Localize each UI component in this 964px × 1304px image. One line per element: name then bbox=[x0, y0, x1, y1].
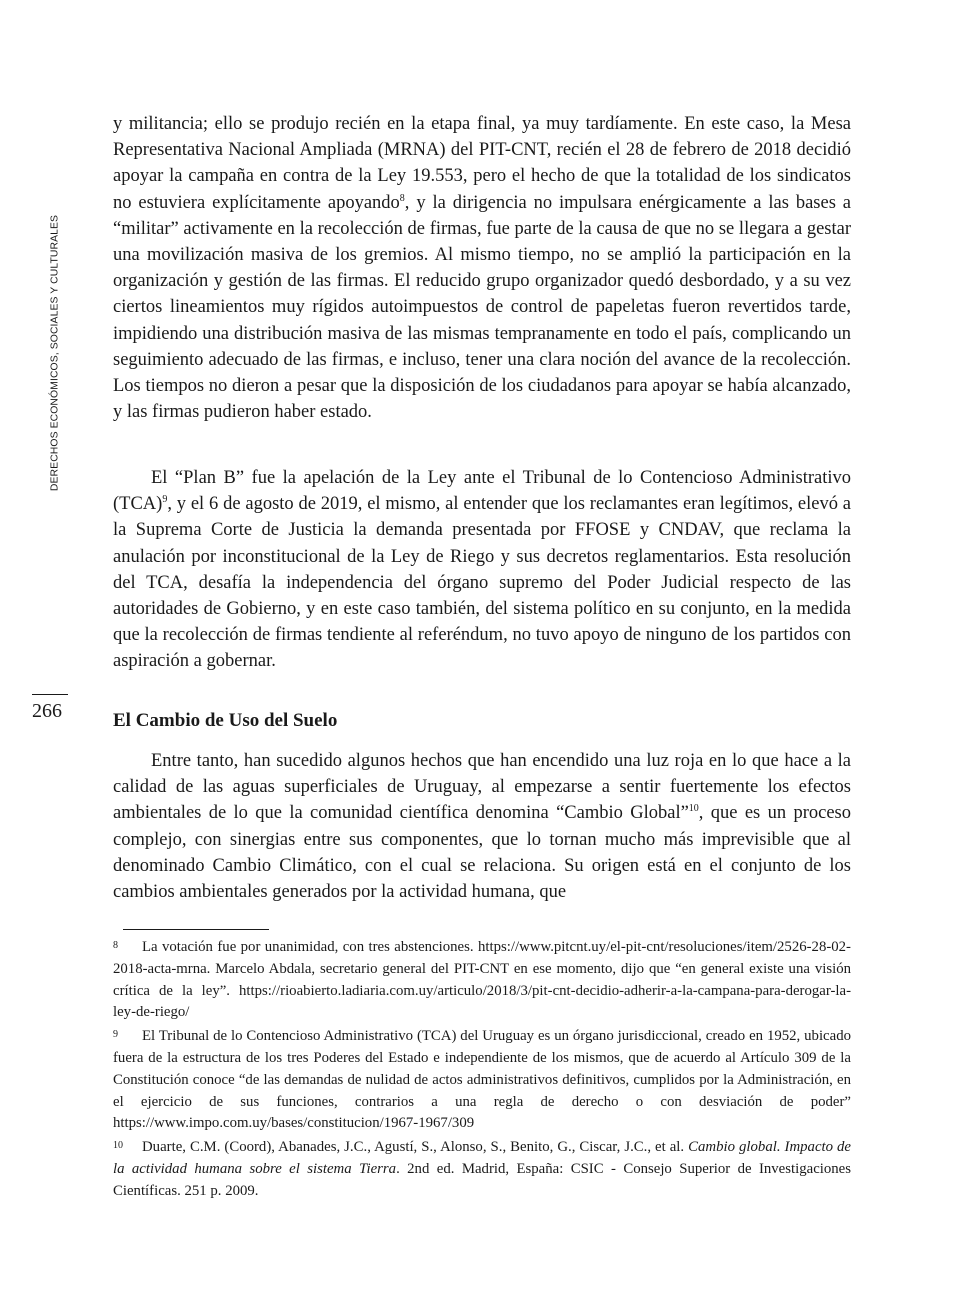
footnotes bbox=[113, 935, 851, 1203]
footnote-publication: . 2nd ed. Madrid, España: CSIC - Consejo Superior de Investigaciones Científicas. 251 p. 2009. bbox=[113, 1160, 851, 1199]
footnote-text: La votación fue por unanimidad, con tres abstenciones. https://www.pitcnt.uy/el-pit-cnt/resoluciones/item/2526-28-02-2018-acta-mrna. Marcelo Abdala, secretario general del PIT-CNT en ese momento, dijo que “en general existe una visión crítica de la ley”. https://rioabierto.ladiaria.com.uy/articulo/2018/3/pit-cnt-decidio-adherir-a-la-campana-para-derogar-la-ley-de-riego/ bbox=[113, 939, 851, 1021]
running-head bbox=[47, 196, 63, 510]
footnote-number: 8 bbox=[113, 940, 118, 951]
paragraph-1-text-b: , y la dirigencia no impulsara enérgicamente a las bases a “militar” activamente en la recolección de firmas, fue parte de la causa de que no se llegara a gestar una movilización masiva de los gremios. Al mismo tiempo, no se amplió la participación en la organización y gestión de las firmas. El reducido grupo organizador quedó desbordado, y a su vez ciertos lineamientos muy rígidos autoimpuestos de control de papeletas fueron revertidos tarde, impidiendo una distribución masiva de las mismas tempranamente en todo el país, complicando un seguimiento adecuado de las firmas, e incluso, tener una clara noción del avance de la recolección. Los tiempos no dieron a pesar que la disposición de los ciudadanos para apoyar se había alcanzado, y las firmas pudieron haber estado. bbox=[113, 192, 851, 423]
running-head-text: DERECHOS ECONÓMICOS, SOCIALES Y CULTURALES bbox=[49, 214, 61, 492]
paragraph-2-text-a: El “Plan B” fue la apelación de la Ley ante el Tribunal de lo Contencioso Administrativo (TCA) bbox=[113, 468, 851, 515]
paragraph-3-text-b: , que es un proceso complejo, con sinergias entre sus componentes, que lo tornan mucho más imprevisible que al denominado Cambio Climático, con el cual se relaciona. Su origen está en el conjunto de los cambios ambientales generados por la actividad humana, que bbox=[113, 803, 851, 903]
footnote-book-title: Cambio global. Impacto de la actividad humana sobre el sistema Tierra bbox=[113, 1139, 851, 1177]
footnote-authors: Duarte, C.M. (Coord), Abanades, J.C., Agustí, S., Alonso, S., Benito, G., Ciscar, J.C., et al. bbox=[142, 1139, 685, 1156]
footnote-9 bbox=[113, 1024, 851, 1135]
paragraph-3-text-a: Entre tanto, han sucedido algunos hechos que han encendido una luz roja en lo que hace a la calidad de las aguas superficiales de Uruguay, al empezarse a sentir fuertemente los efectos ambientales de lo que la comunidad científica denomina “Cambio Global” bbox=[113, 751, 851, 824]
page-number-rule bbox=[32, 694, 68, 695]
footnote-8 bbox=[113, 935, 851, 1024]
paragraph-2-text-b: , y el 6 de agosto de 2019, el mismo, al entender que los reclamantes eran legítimos, elevó a la Suprema Corte de Justicia la demanda presentada por FFOSE y CNDAV, que reclama la anulación por inconstitucional de la Ley de Riego y sus decretos reglamentarios. Esta resolución del TCA, desafía la independencia del órgano supremo del Poder Judicial respecto de las autoridades de Gobierno, y en este caso también, del sistema político en su conjunto, en la medida que la recolección de firmas tendiente al referéndum, no tuvo apoyo de ninguno de los partidos con aspiración a gobernar. bbox=[113, 494, 851, 672]
footnote-text: El Tribunal de lo Contencioso Administrativo (TCA) del Uruguay es un órgano jurisdiccional, creado en 1952, ubicado fuera de la estructura de los tres Poderes del Estado e independiente de los mismos, que de acuerdo al Artículo 309 de la Constitución conoce “de las demandas de nulidad de actos administrativos definitivos, cumplidos por la Administración, en el ejercicio de sus funciones, contrarios a una regla de derecho o con desviación de poder” https://www.impo.com.uy/bases/constitucion/1967-1967/309 bbox=[113, 1028, 851, 1132]
footnote-ref-10[interactable]: 10 bbox=[688, 803, 699, 815]
footnote-ref-8[interactable]: 8 bbox=[399, 192, 405, 204]
paragraph-3 bbox=[113, 748, 851, 905]
footnote-ref-9[interactable]: 9 bbox=[162, 494, 168, 506]
footnote-number: 9 bbox=[113, 1029, 118, 1041]
paragraph-2 bbox=[113, 465, 851, 675]
footnote-number: 10 bbox=[113, 1140, 123, 1152]
footnote-10 bbox=[113, 1135, 851, 1202]
paragraph-1 bbox=[113, 111, 851, 425]
paragraph-1-text-a: y militancia; ello se produjo recién en la etapa final, ya muy tardíamente. En este caso, la Mesa Representativa Nacional Ampliada (MRNA) del PIT-CNT, recién el 28 de febrero de 2018 decidió apoyar la campaña en contra de la Ley 19.553, pero el hecho de que la totalidad de los sindicatos no estuviera explícitamente apoyando bbox=[113, 114, 851, 213]
page-number: 266 bbox=[32, 700, 62, 722]
footnote-separator bbox=[123, 929, 269, 930]
section-heading: El Cambio de Uso del Suelo bbox=[113, 710, 338, 731]
